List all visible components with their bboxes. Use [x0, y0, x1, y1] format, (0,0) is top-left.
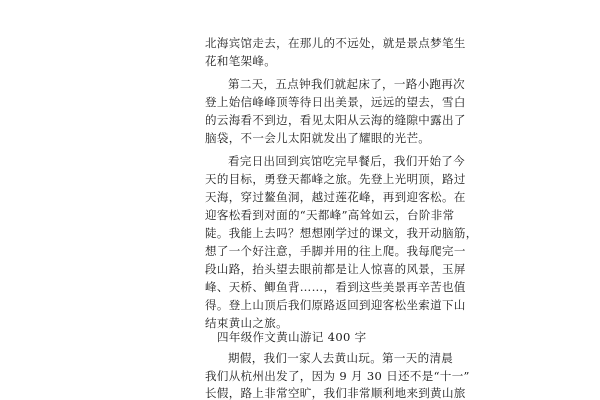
- paragraph-line: 花和笔架峰。: [205, 54, 277, 68]
- paragraph-line: 陡。我能上去吗？想想刚学过的课文，我开动脑筋，: [205, 226, 478, 240]
- paragraph-line: 长假，路上非常空旷，我们非常顺利地来到黄山旅: [205, 386, 466, 400]
- paragraph-line: 第二天，五点钟我们就起床了，一路小跑再次: [228, 77, 465, 91]
- paragraph-line: 期假，我们一家人去黄山玩。第一天的清晨: [228, 351, 454, 365]
- paragraph-line: 得。登上山顶后我们原路返回到迎客松坐索道下山: [205, 298, 466, 312]
- paragraph-line: 天的目标，勇登天都峰之旅。先登上光明顶，路过: [205, 172, 466, 186]
- paragraph-line: 迎客松看到对面的“天都峰”高耸如云，台阶非常: [205, 208, 455, 222]
- paragraph-line: 脑袋，不一会儿太阳就发出了耀眼的光芒。: [205, 131, 431, 145]
- paragraph-line: 北海宾馆走去，在那儿的不远处，就是景点梦笔生: [205, 36, 466, 50]
- paragraph-line: 峰、天桥、鲫鱼背……，看到这些美景再辛苦也值: [205, 280, 466, 294]
- paragraph-line: 结束黄山之旅。: [205, 316, 288, 330]
- paragraph-line: 天海，穿过鳌鱼洞，越过莲花峰，再到迎客松。在: [205, 190, 466, 204]
- section-title: 四年级作文黄山游记 400 字: [217, 330, 367, 344]
- paragraph-line: 的云海看不到边，看见太阳从云海的缝隙中露出了: [205, 113, 466, 127]
- paragraph-line: 登上始信峰峰顶等待日出美景，远远的望去，雪白: [205, 95, 466, 109]
- paragraph-line: 我们从杭州出发了，因为 9 月 30 日还不是“十一”: [205, 369, 470, 383]
- paragraph-line: 看完日出回到宾馆吃完早餐后，我们开始了今: [228, 154, 465, 168]
- paragraph-line: 想了一个好注意，手脚并用的往上爬。我每爬完一: [205, 244, 466, 258]
- paragraph-line: 段山路，抬头望去眼前都是让人惊喜的风景，玉屏: [205, 262, 466, 276]
